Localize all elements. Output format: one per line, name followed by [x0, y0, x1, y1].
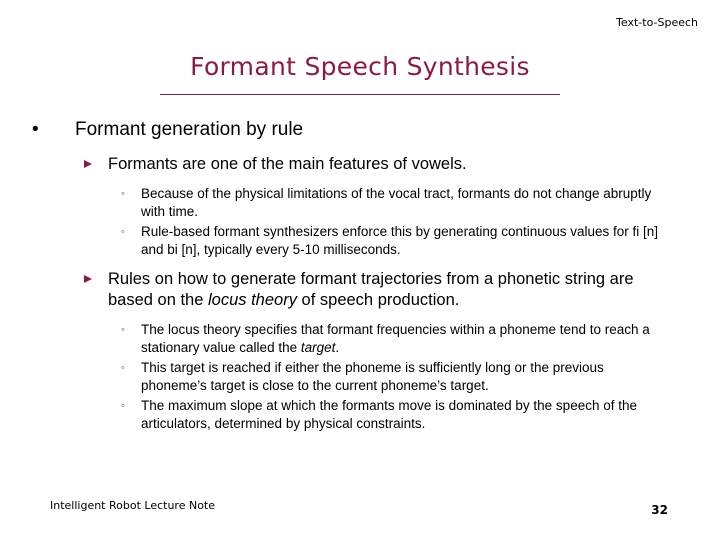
bullet-level1	[32, 118, 720, 142]
slide-title: Formant Speech Synthesis	[190, 52, 530, 81]
title-divider	[160, 94, 560, 95]
bullet-level2-text-b: of speech production.	[296, 291, 460, 309]
bullet-level3-text: Because of the physical limitations of the vocal tract, formants do not change abruptly with time.	[141, 186, 652, 219]
page-number: 32	[651, 503, 668, 517]
bullet-level3	[121, 321, 671, 357]
bullet-level3	[121, 359, 671, 395]
bullet-dot-icon: •	[32, 119, 39, 140]
bullet-level3-text: This target is reached if either the phoneme is sufficiently long or the previous phoneme’s target is close to the current phoneme’s target.	[141, 360, 604, 393]
bullet-level3-text-b: .	[335, 340, 340, 355]
bullet-level3	[121, 397, 671, 433]
bullet-level3-text: The maximum slope at which the formants move is dominated by the speech of the articulators, determined by physical constraints.	[141, 398, 637, 431]
bullet-level3-text: Rule-based formant synthesizers enforce this by generating continuous values for fi [n] and bi [n], typically every 5-10 milliseconds.	[141, 224, 659, 257]
bullet-level2-rules	[108, 269, 668, 311]
circle-bullet-icon: ◦	[121, 362, 125, 374]
circle-bullet-icon: ◦	[121, 226, 125, 238]
bullet-level2-text: Formants are one of the main features of vowels.	[108, 155, 467, 173]
arrow-bullet-icon	[84, 275, 92, 283]
bullet-level2-text-a: Rules on how to generate formant trajectories from a phonetic string are based on the	[108, 270, 634, 309]
bullet-level3	[121, 185, 671, 221]
bullet-level3-italic: target	[300, 340, 336, 355]
bullet-level3-text-a: The locus theory specifies that formant frequencies within a phoneme tend to reach a stationary value called the	[141, 322, 650, 355]
circle-bullet-icon: ◦	[121, 188, 125, 200]
circle-bullet-icon: ◦	[121, 324, 125, 336]
bullet-level2-formants	[108, 154, 668, 175]
slide-body	[0, 118, 720, 435]
footer-label: Intelligent Robot Lecture Note	[50, 499, 216, 512]
bullet-level2-italic: locus theory	[208, 291, 297, 309]
header-label: Text-to-Speech	[616, 16, 698, 29]
bullet-level1-text: Formant generation by rule	[75, 119, 304, 140]
circle-bullet-icon: ◦	[121, 400, 125, 412]
bullet-level3	[121, 223, 671, 259]
arrow-bullet-icon	[84, 160, 92, 168]
